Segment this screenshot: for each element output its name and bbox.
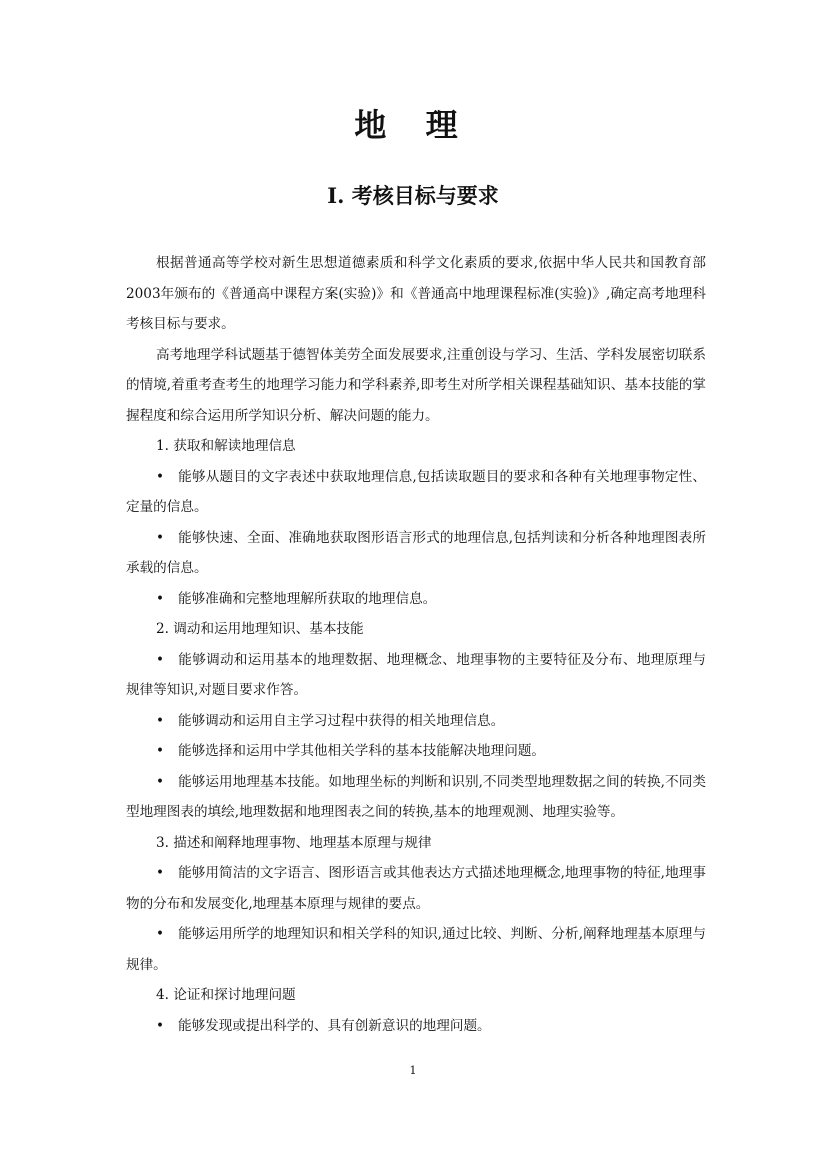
bullet-icon: • xyxy=(156,773,165,790)
section-heading-4: 4. 论证和探讨地理问题 xyxy=(156,987,296,1003)
bullet-icon: • xyxy=(156,590,165,607)
document-body xyxy=(126,248,706,1041)
section-title: Ⅰ. 考核目标与要求 xyxy=(327,183,499,208)
bullet-icon: • xyxy=(156,1017,165,1034)
list-item: • 能够调动和运用基本的地理数据、地理概念、地理事物的主要特征及分布、地理原理与规律等知识,对题目要求作答。 xyxy=(126,645,706,706)
list-item: • 能够选择和运用中学其他相关学科的基本技能解决地理问题。 xyxy=(126,736,706,767)
list-item: • 能够运用所学的地理知识和相关学科的知识,通过比较、判断、分析,阐释地理基本原理与规律。 xyxy=(126,919,706,980)
list-item: • 能够运用地理基本技能。如地理坐标的判断和识别,不同类型地理数据之间的转换,不同类型地理图表的填绘,地理数据和地理图表之间的转换,基本的地理观测、地理实验等。 xyxy=(126,767,706,828)
bullet-icon: • xyxy=(156,926,165,942)
bullet-icon: • xyxy=(156,651,165,668)
intro-paragraph-2: 高考地理学科试题基于德智体美劳全面发展要求,注重创设与学习、生活、学科发展密切联系的情境,着重考查考生的地理学习能力和学科素养,即考生对所学相关课程基础知识、基本技能的掌握程度和综合运用所学知识分析、解决问题的能力。 xyxy=(126,346,706,424)
list-item: • 能够发现或提出科学的、具有创新意识的地理问题。 xyxy=(126,1011,706,1042)
list-item: • 能够快速、全面、准确地获取图形语言形式的地理信息,包括判读和分析各种地理图表所承载的信息。 xyxy=(126,523,706,584)
page-title: 地 理 xyxy=(354,106,472,144)
list-item: • 能够调动和运用自主学习过程中获得的相关地理信息。 xyxy=(126,706,706,737)
section-heading-3: 3. 描述和阐释地理事物、地理基本原理与规律 xyxy=(156,834,432,851)
bullet-icon: • xyxy=(156,529,165,546)
section-heading-1: 1. 获取和解读地理信息 xyxy=(156,438,296,454)
list-item: • 能够准确和完整地理解所获取的地理信息。 xyxy=(126,584,706,615)
page-number: 1 xyxy=(409,1064,417,1077)
section-heading-2: 2. 调动和运用地理知识、基本技能 xyxy=(156,621,364,637)
bullet-icon: • xyxy=(156,865,165,881)
bullet-icon: • xyxy=(156,743,165,759)
list-item: • 能够用简洁的文字语言、图形语言或其他表达方式描述地理概念,地理事物的特征,地理事物的分布和发展变化,地理基本原理与规律的要点。 xyxy=(126,858,706,919)
intro-paragraph-1: 根据普通高等学校对新生思想道德素质和科学文化素质的要求,依据中华人民共和国教育部2003年颁布的《普通高中课程方案(实验)》和《普通高中地理课程标准(实验)》,确定高考地理科考核目标与要求。 xyxy=(126,255,706,332)
list-item: • 能够从题目的文字表述中获取地理信息,包括读取题目的要求和各种有关地理事物定性、定量的信息。 xyxy=(126,462,706,523)
bullet-icon: • xyxy=(156,468,165,485)
bullet-icon: • xyxy=(156,712,165,729)
